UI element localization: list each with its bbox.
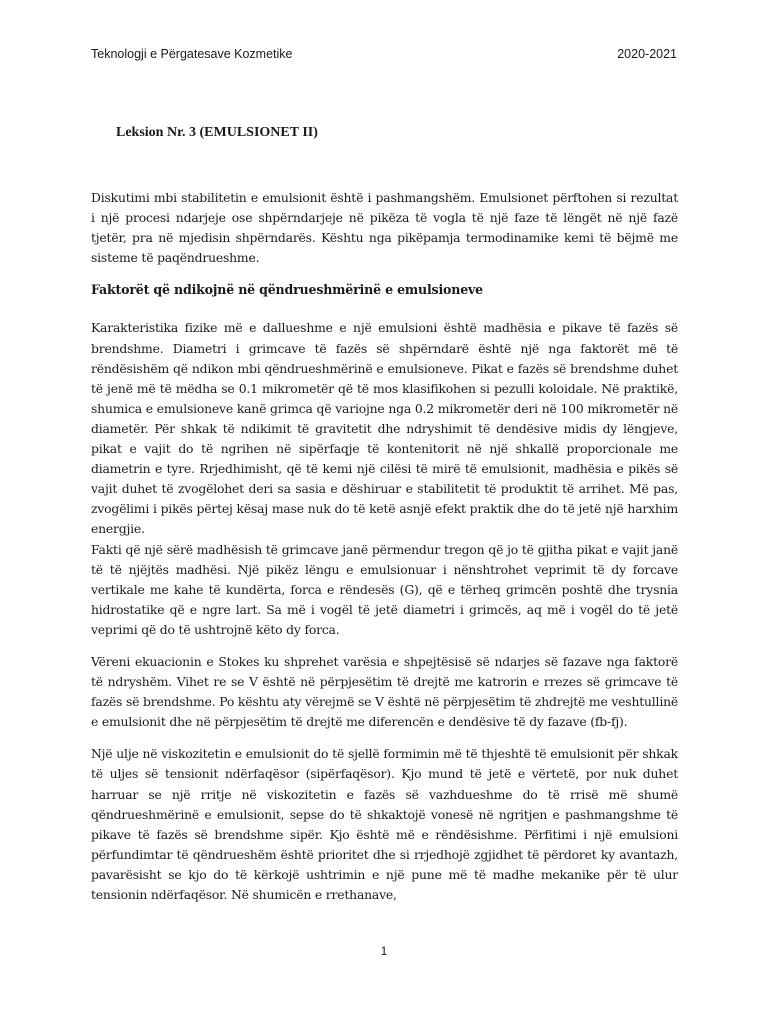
header-course-title: Teknologji e Përgatesave Kozmetike — [91, 47, 293, 61]
document-body — [91, 188, 678, 917]
lesson-title: Leksion Nr. 3 (EMULSIONET II) — [116, 125, 318, 140]
page-header — [91, 47, 677, 67]
paragraph-intro: Diskutimi mbi stabilitetin e emulsionit është i pashmangshëm. Emulsionet përftohen si rezultat i një procesi ndarjeje ose shpërndarjeje në pikëza të vogla të një faze të lëngët në një fazë tjetër, pra në mjedisin shpërndarës. Kështu nga pikëpamja termodinamike kemi të bëjmë me sisteme të paqëndrueshme. — [91, 190, 678, 266]
paragraph-stokes: Vëreni ekuacionin e Stokes ku shprehet varësia e shpejtësisë së ndarjes së fazave nga faktorë të ndryshëm. Vihet re se V është në përpjesëtim të drejtë me katrorin e rrezes së grimcave të fazës së brendshme. Po kështu aty vërejmë se V është në përpjesëtim të zhdrejtë me veshtullinë e emulsionit dhe në përpjesëtim të drejtë me diferencën e dendësive të dy fazave (fb-fj). — [91, 653, 678, 730]
header-academic-year: 2020-2021 — [617, 47, 677, 61]
paragraph-forces: Fakti që një sërë madhësish të grimcave janë përmendur tregon që jo të gjitha pikat e vajit janë të të njëjtës madhësi. Një pikëz lëngu e emulsionuar i nënshtrohet veprimit të dy forcave vertikale me kahe të kundërta, forca e rëndesës (G), që e tërheq grimcën poshtë dhe trysnia hidrostatike që e ngre lart. Sa më i vogël të jetë diametri i grimcës, aq më i vogël do të jetë veprimi që do të ushtrojnë këto dy forca. — [91, 541, 678, 637]
section-heading: Faktorët që ndikojnë në qëndrueshmërinë e emulsioneve — [91, 282, 483, 298]
paragraph-particle-size: Karakteristika fizike më e dallueshme e një emulsioni është madhësia e pikave të fazës së brendshme. Diametri i grimcave të fazës së shpërndarë është një nga faktorët më të rëndësishëm që ndikon mbi qëndrueshmërinë e emulsioneve. Pikat e fazës së brendshme duhet të jenë më të mëdha se 0.1 mikrometër që të mos klasifikohen si pezulli koloidale. Në praktikë, shumica e emulsioneve kanë grimca që variojne nga 0.2 mikrometër deri në 100 mikrometër në diametër. Për shkak të ndikimit të gravitetit dhe ndryshimit të dendësive midis dy lëngjeve, pikat e vajit do të ngrihen në sipërfaqje të kontenitorit në një shkallë proporcionale me diametrin e tyre. Rrjedhimisht, që të kemi një cilësi të mirë të emulsionit, madhësia e pikës së vajit duhet të zvogëlohet deri sa sasia e dëshiruar e stabilitetit të produktit të arrihet. Më pas, zvogëlimi i pikës përtej kësaj mase nuk do të ketë asnjë efekt praktik dhe do të jetë një harxhim energjie. — [91, 320, 678, 537]
paragraph-viscosity: Një ulje në viskozitetin e emulsionit do të sjellë formimin më të thjeshtë të emulsionit për shkak të uljes së tensionit ndërfaqësor (sipërfaqësor). Kjo mund të jetë e vërtetë, por nuk duhet harruar se një rritje në viskozitetin e fazës së vazhdueshme do të rrisë më shumë qëndrueshmërinë e emulsionit, sepse do të shkaktojë vonesë në ngritjen e pashmangshme të pikave të fazës së brendshme sipër. Kjo është më e rëndësishme. Përfitimi i një emulsioni përfundimtar të qëndrueshëm është prioritet dhe si rrjedhojë zgjidhet të përdoret ky avantazh, pavarësisht se kjo do të kërkojë ushtrimin e një pune më të madhe mekanike për të ulur tensionin ndërfaqësor. Në shumicën e rrethanave, — [91, 746, 678, 902]
page-number: 1 — [380, 944, 388, 958]
